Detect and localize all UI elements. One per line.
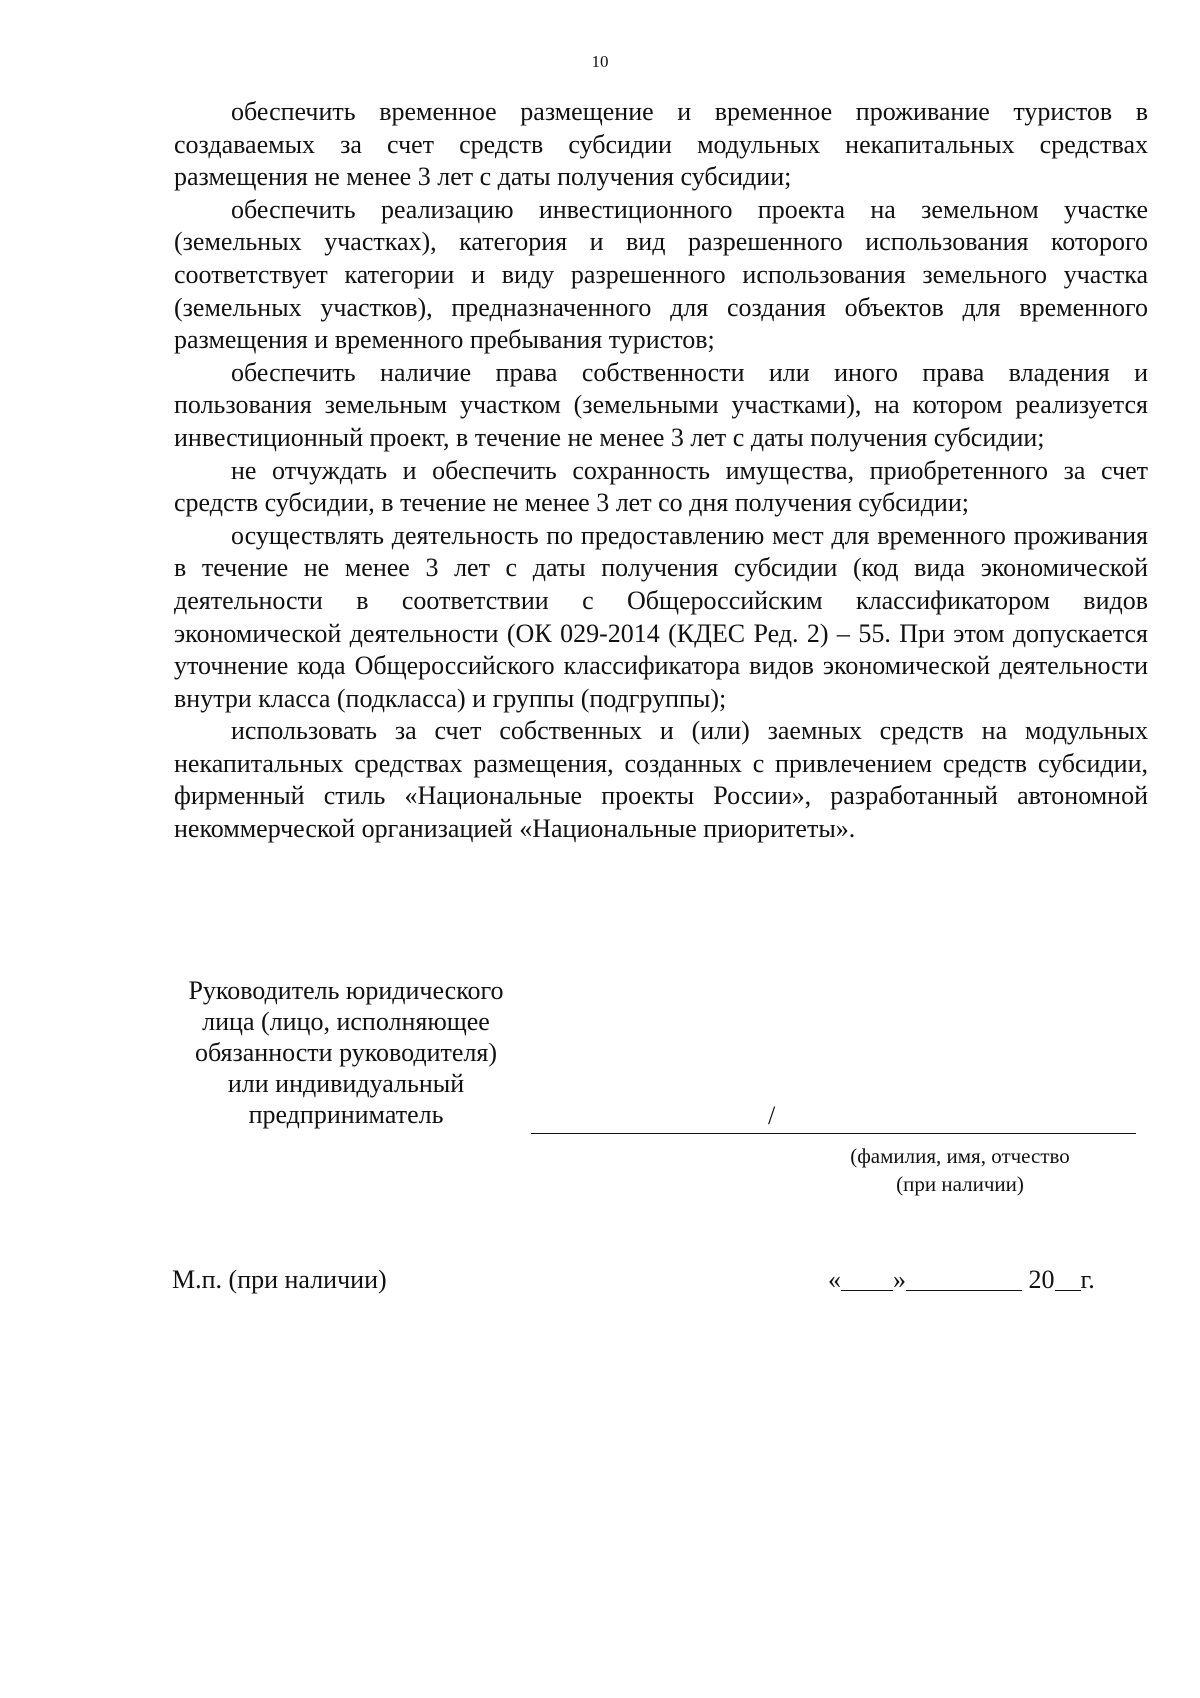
signer-title-line: обязанности руководителя): [194, 1038, 498, 1067]
signature-caption: [800, 1142, 1120, 1198]
date-close-quote: »: [893, 1265, 906, 1294]
date-month-blank: [906, 1266, 1022, 1291]
date-open-quote: «: [828, 1265, 841, 1294]
signature-line: [531, 1133, 1136, 1134]
paragraph: не отчуждать и обеспечить сохранность имущества, приобретенного за счет средств субсидии, в течение не менее 3 лет со дня получения субсидии;: [174, 455, 1148, 518]
paragraph: обеспечить реализацию инвестиционного проекта на земельном участке (земельных участках), категория и вид разрешенного использования которого соответствует категории и виду разрешенного использования земельного участка (земельных участков), предназначенного для создания объектов для временного размещения и временного пребывания туристов;: [174, 194, 1148, 355]
signature-caption-line: (фамилия, имя, отчество: [850, 1144, 1070, 1168]
date-day-blank: [841, 1266, 893, 1291]
signature-caption-line: (при наличии): [896, 1172, 1024, 1196]
paragraph: осуществлять деятельность по предоставлению мест для временного проживания в течение не менее 3 лет с даты получения субсидии (код вида экономической деятельности в соответствии с Общероссийским классификатором видов экономической деятельности (ОК 029-2014 (КДЕС Ред. 2) – 55. При этом допускается уточнение кода Общероссийского классификатора видов экономической деятельности внутри класса (подкласса) и группы (подгруппы);: [174, 520, 1148, 713]
signer-title-line: предприниматель: [248, 1100, 444, 1129]
document-body: [174, 96, 1148, 846]
date-field: [828, 1264, 1095, 1296]
date-year-suffix: г.: [1080, 1265, 1095, 1294]
signer-title-line: Руководитель юридического: [188, 976, 504, 1005]
paragraph: использовать за счет собственных и (или) заемных средств на модульных некапитальных средствах размещения, созданных с привлечением средств субсидии, фирменный стиль «Национальные проекты России», разработанный автономной некоммерческой организацией «Национальные приоритеты».: [174, 716, 1148, 844]
signer-title-line: лица (лицо, исполняющее: [202, 1007, 490, 1036]
date-year-blank: [1055, 1266, 1081, 1291]
date-year-prefix: 20: [1028, 1265, 1055, 1294]
signer-title-line: или индивидуальный: [227, 1069, 465, 1098]
signer-title: [156, 975, 536, 1130]
stamp-label: М.п. (при наличии): [172, 1265, 387, 1294]
paragraph: обеспечить наличие права собственности или иного права владения и пользования земельным участком (земельными участками), на котором реализуется инвестиционный проект, в течение не менее 3 лет с даты получения субсидии;: [174, 357, 1148, 452]
page-number: 10: [591, 52, 609, 71]
signature-separator: /: [768, 1101, 776, 1130]
paragraph: обеспечить временное размещение и временное проживание туристов в создаваемых за счет средств субсидии модульных некапитальных средствах размещения не менее 3 лет с даты получения субсидии;: [174, 97, 1148, 192]
